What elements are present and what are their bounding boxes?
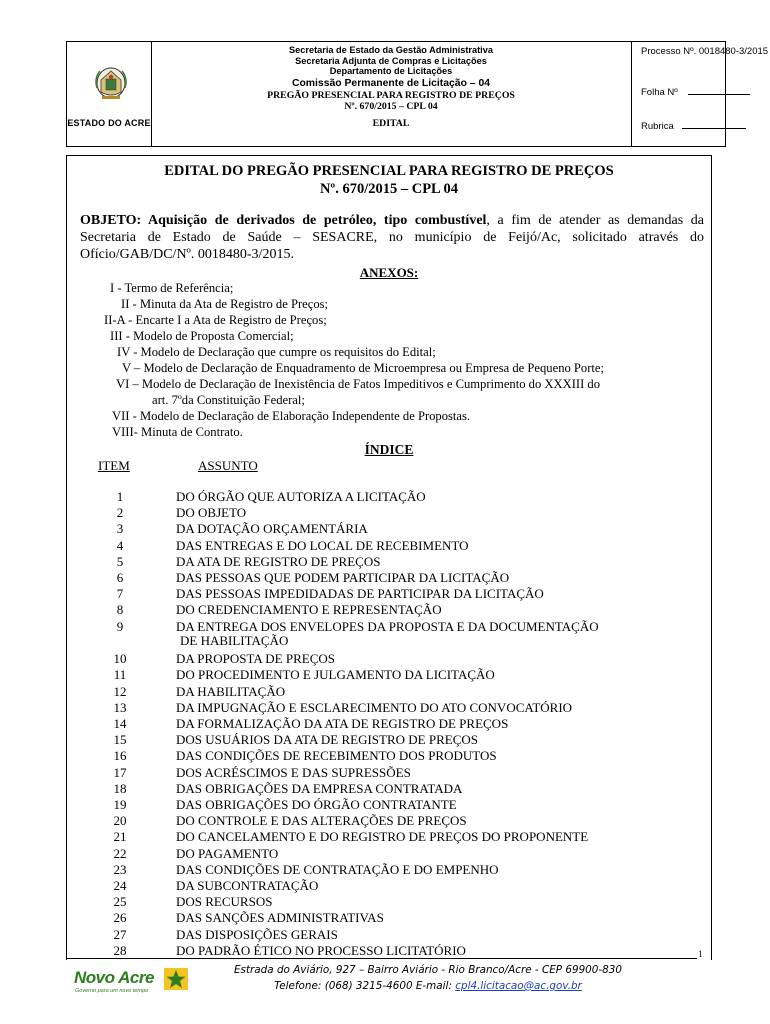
anexo-item: VI – Modelo de Declaração de Inexistência de Fatos Impeditivos e Cumprimento do XXXIII do xyxy=(116,377,601,391)
adjunta-line: Secretaria Adjunta de Compras e Licitações xyxy=(295,55,487,66)
index-row xyxy=(80,684,710,700)
logo-tagline: Governo para um novo tempo xyxy=(75,988,149,994)
folha-field xyxy=(641,86,750,98)
index-row xyxy=(80,732,710,748)
folha-blank xyxy=(688,86,750,95)
index-item-number: 14 xyxy=(113,716,127,731)
footer-phone: Telefone: (068) 3215-4600 E-mail: xyxy=(274,980,456,992)
index-row xyxy=(80,521,710,537)
index-item-number: 4 xyxy=(116,538,124,553)
index-item-subject: DAS DISPOSIÇÕES GERAIS xyxy=(176,927,338,942)
header-title-cell xyxy=(151,42,632,146)
logo-text: Novo Acre xyxy=(74,968,154,987)
header-process-cell xyxy=(631,42,769,146)
index-item-subject: DA ATA DE REGISTRO DE PREÇOS xyxy=(176,554,381,569)
index-item-subject: DO PAGAMENTO xyxy=(176,846,279,861)
index-item-number: 19 xyxy=(113,797,127,812)
index-item-number: 24 xyxy=(113,878,127,893)
footer-contact xyxy=(200,980,656,992)
index-item-subject: DAS PESSOAS QUE PODEM PARTICIPAR DA LICITAÇÃO xyxy=(176,570,510,585)
index-item-subject: DO CONTROLE E DAS ALTERAÇÕES DE PREÇOS xyxy=(176,813,467,828)
anexo-item: II-A - Encarte I a Ata de Registro de Preços; xyxy=(104,313,327,327)
index-row xyxy=(80,554,710,570)
index-item-number: 23 xyxy=(113,862,127,877)
index-row xyxy=(80,765,710,781)
index-row xyxy=(80,570,710,586)
index-row xyxy=(80,619,710,635)
index-item-subject: DOS RECURSOS xyxy=(176,894,273,909)
folha-label: Folha Nº xyxy=(641,87,678,98)
anexo-item: IV - Modelo de Declaração que cumpre os requisitos do Edital; xyxy=(117,345,436,359)
index-item-number: 17 xyxy=(113,765,127,780)
anexo-item: art. 7ºda Constituição Federal; xyxy=(152,393,305,407)
index-item-number: 21 xyxy=(113,829,127,844)
edital-line: EDITAL xyxy=(372,117,410,129)
rubrica-field xyxy=(641,120,746,132)
email-link[interactable]: cpl4.licitacao@ac.gov.br xyxy=(455,980,582,992)
indice-heading: ÍNDICE xyxy=(364,442,414,457)
index-item-number: 10 xyxy=(113,651,127,666)
index-item-subject: DAS CONDIÇÕES DE RECEBIMENTO DOS PRODUTOS xyxy=(176,748,497,763)
index-item-subject: DA PROPOSTA DE PREÇOS xyxy=(176,651,335,666)
index-row xyxy=(80,862,710,878)
index-item-number: 20 xyxy=(113,813,127,828)
index-item-number: 22 xyxy=(113,846,127,861)
index-item-subject: DO PROCEDIMENTO E JULGAMENTO DA LICITAÇÃO xyxy=(176,667,495,682)
rubrica-blank xyxy=(682,120,746,129)
index-item-subject: DA SUBCONTRATAÇÃO xyxy=(176,878,319,893)
processo-number: Processo Nº. 0018480-3/2015 xyxy=(641,46,769,57)
index-row xyxy=(80,716,710,732)
index-item-number: 13 xyxy=(113,700,127,715)
index-item-number: 18 xyxy=(113,781,127,796)
index-item-subject: DA IMPUGNAÇÃO E ESCLARECIMENTO DO ATO CONVOCATÓRIO xyxy=(176,700,573,715)
comissao-line: Comissão Permanente de Licitação – 04 xyxy=(291,77,491,89)
state-seal-icon xyxy=(94,66,128,102)
index-item-number: 8 xyxy=(116,602,124,617)
index-item-subject: DO CREDENCIAMENTO E REPRESENTAÇÃO xyxy=(176,602,442,617)
index-row xyxy=(80,829,710,845)
index-row xyxy=(80,797,710,813)
index-row xyxy=(80,943,710,959)
objeto-paragraph xyxy=(80,212,704,263)
index-item-number: 16 xyxy=(113,748,127,763)
index-item-number: 26 xyxy=(113,910,127,925)
index-item-subject: DO CANCELAMENTO E DO REGISTRO DE PREÇOS DO PROPONENTE xyxy=(176,829,589,844)
index-item-number: 2 xyxy=(116,505,124,520)
index-row xyxy=(80,586,710,602)
departamento-line: Departamento de Licitações xyxy=(329,66,453,76)
index-item-subject: DAS OBRIGAÇÕES DO ÓRGÃO CONTRATANTE xyxy=(176,797,457,812)
index-row xyxy=(80,505,710,521)
objeto-lead: OBJETO: Aquisição de derivados de petróleo, tipo combustível xyxy=(80,213,487,228)
index-row xyxy=(80,910,710,926)
document-header xyxy=(66,41,769,147)
anexo-item: VIII- Minuta de Contrato. xyxy=(112,425,243,439)
index-item-subject: DA FORMALIZAÇÃO DA ATA DE REGISTRO DE PREÇOS xyxy=(176,716,509,731)
col-item-header: ITEM xyxy=(98,458,130,473)
anexo-item: V – Modelo de Declaração de Enquadramento de Microempresa ou Empresa de Pequeno Porte; xyxy=(122,361,605,375)
index-row xyxy=(80,813,710,829)
pregao-line: PREGÃO PRESENCIAL PARA REGISTRO DE PREÇOS xyxy=(267,89,515,101)
page-number: 1 xyxy=(698,949,703,959)
index-item-subject: DAS ENTREGAS E DO LOCAL DE RECEBIMENTO xyxy=(176,538,469,553)
novo-acre-logo xyxy=(74,968,194,1000)
index-row xyxy=(80,651,710,667)
index-row xyxy=(80,602,710,618)
index-row xyxy=(80,927,710,943)
index-item-subject: DO OBJETO xyxy=(176,505,247,520)
index-item-subject: DAS OBRIGAÇÕES DA EMPRESA CONTRATADA xyxy=(176,781,463,796)
index-row xyxy=(80,700,710,716)
index-item-number: 12 xyxy=(113,684,127,699)
index-item-number: 9 xyxy=(116,619,124,634)
index-row xyxy=(80,667,710,683)
index-item-number: 15 xyxy=(113,732,127,747)
anexo-item: III - Modelo de Proposta Comercial; xyxy=(110,329,294,343)
index-item-subject: DO PADRÃO ÉTICO NO PROCESSO LICITATÓRIO xyxy=(176,943,466,958)
col-assunto-header: ASSUNTO xyxy=(198,458,258,473)
objeto-rest: , a fim de atender as demandas da Secretaria de Estado de Saúde – SESACRE, no município de Feijó/Ac, solicitado através do Ofício/GAB/DC/Nº. 0018480-3/2015. xyxy=(80,213,704,262)
anexos-heading: ANEXOS: xyxy=(359,265,419,280)
index-item-number: 25 xyxy=(113,894,127,909)
index-item-number: 7 xyxy=(116,586,124,601)
rubrica-label: Rubrica xyxy=(641,121,674,132)
index-item-number: 5 xyxy=(116,554,124,569)
index-row xyxy=(80,781,710,797)
index-item-number: 27 xyxy=(113,927,127,942)
document-title-line2: Nº. 670/2015 – CPL 04 xyxy=(319,181,459,197)
index-item-subject: DAS CONDIÇÕES DE CONTRATAÇÃO E DO EMPENHO xyxy=(176,862,499,877)
index-item-subject: DOS ACRÉSCIMOS E DAS SUPRESSÕES xyxy=(176,765,411,780)
index-row-9-continuation: DE HABILITAÇÃO xyxy=(180,633,289,648)
document-title-line1: EDITAL DO PREGÃO PRESENCIAL PARA REGISTRO DE PREÇOS xyxy=(164,163,614,179)
index-item-number: 3 xyxy=(116,521,124,536)
index-row xyxy=(80,748,710,764)
index-item-subject: DA DOTAÇÃO ORÇAMENTÁRIA xyxy=(176,521,368,536)
numero-line: Nº. 670/2015 – CPL 04 xyxy=(344,101,438,112)
index-item-subject: DA ENTREGA DOS ENVELOPES DA PROPOSTA E DA DOCUMENTAÇÃO xyxy=(176,619,599,634)
index-row xyxy=(80,846,710,862)
index-item-subject: DAS SANÇÕES ADMINISTRATIVAS xyxy=(176,910,384,925)
footer-address: Estrada do Aviário, 927 – Bairro Aviário - Rio Branco/Acre - CEP 69900-830 xyxy=(233,964,622,976)
index-item-subject: DA HABILITAÇÃO xyxy=(176,684,286,699)
anexo-item: VII - Modelo de Declaração de Elaboração Independente de Propostas. xyxy=(112,409,471,423)
index-row xyxy=(80,538,710,554)
index-item-subject: DOS USUÁRIOS DA ATA DE REGISTRO DE PREÇOS xyxy=(176,732,478,747)
header-logo-cell xyxy=(67,42,152,146)
anexo-item: II - Minuta da Ata de Registro de Preços; xyxy=(121,297,329,311)
index-item-subject: DO ÓRGÃO QUE AUTORIZA A LICITAÇÃO xyxy=(176,489,426,504)
star-icon xyxy=(164,968,188,990)
index-row xyxy=(80,894,710,910)
index-item-number: 28 xyxy=(113,943,127,958)
index-item-number: 6 xyxy=(116,570,124,585)
index-item-number: 1 xyxy=(116,489,124,504)
state-label: ESTADO DO ACRE xyxy=(67,118,151,128)
footer-rule xyxy=(66,958,697,959)
anexo-item: I - Termo de Referência; xyxy=(110,281,234,295)
index-row xyxy=(80,489,710,505)
secretaria-line: Secretaria de Estado da Gestão Administrativa xyxy=(289,45,493,55)
index-row xyxy=(80,878,710,894)
index-item-subject: DAS PESSOAS IMPEDIDADAS DE PARTICIPAR DA LICITAÇÃO xyxy=(176,586,544,601)
index-item-number: 11 xyxy=(113,667,127,682)
